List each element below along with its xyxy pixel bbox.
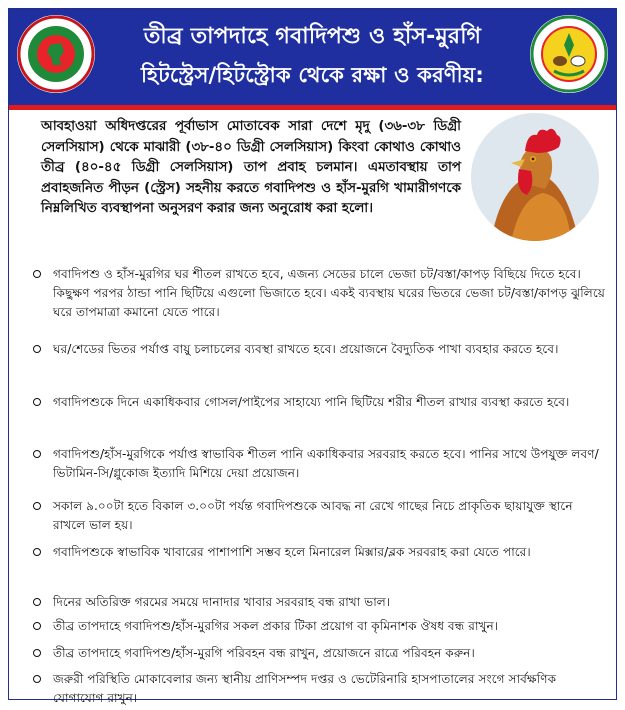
bullet-circle-icon: [33, 622, 41, 630]
list-item-text: সকাল ৯.০০টা হতে বিকাল ৩.০০টা পর্যন্ত গবাদিপশুকে আবদ্ধ না রেখে গাছের নিচে প্রাকৃতিক ছায়াযুক্ত স্থানে রাখলে ভাল হয়।: [53, 499, 573, 532]
bullet-circle-icon: [33, 345, 41, 353]
bullet-circle-icon: [33, 548, 41, 556]
bullet-circle-icon: [33, 270, 41, 278]
bullet-circle-icon: [33, 398, 41, 406]
rooster-photo: [471, 113, 599, 241]
bullet-circle-icon: [33, 675, 41, 683]
list-item-text: গবাদিপশুকে স্বাভাবিক খাবারের পাশাপাশি সম্ভব হলে মিনারেল মিক্সার/ব্লক সরবরাহ করা যেতে পারে।: [53, 545, 531, 559]
list-item: [31, 265, 605, 340]
list-item: [31, 497, 605, 543]
page-title-line2: হিটস্ট্রেস/হিটস্ট্রোক থেকে রক্ষা ও করণীয়:: [141, 63, 484, 87]
list-item: [31, 670, 605, 710]
bullet-circle-icon: [33, 598, 41, 606]
list-item: [31, 445, 605, 497]
list-item: [31, 393, 605, 445]
list-item: [31, 543, 605, 593]
list-item-text: তীব্র তাপদাহে গবাদিপশু/হাঁস-মুরগির সকল প্রকার টিকা প্রয়োগ বা কৃমিনাশক ঔষধ বন্ধ রাখুন।: [53, 619, 499, 633]
list-item-text: দিনের অতিরিক্ত গরমের সময়ে দানাদার খাবার সরবরাহ বন্ধ রাখা ভাল।: [53, 595, 391, 609]
bullet-circle-icon: [33, 450, 41, 458]
list-item-text: গবাদিপশু/হাঁস-মুরগিকে পর্যাপ্ত স্বাভাবিক শীতল পানি একাধিকবার সরবরাহ করতে হবে। পানির সাথে উপযুক্ত লবণ/ভিটামিন-সি/গ্লুকোজ ইত্যাদি মিশিয়ে দেয়া প্রয়োজন।: [53, 447, 599, 480]
government-seal-icon: [17, 15, 95, 93]
list-item-text: জরুরী পরিস্থিতি মোকাবেলার জন্য স্থানীয় প্রাণিসম্পদ দপ্তর ও ভেটেরিনারি হাসপাতালের সংগে সার্বক্ষণিক যোগাযোগ রাখুন।: [53, 672, 557, 705]
recommendations-list: [31, 265, 605, 710]
poster: [8, 8, 617, 705]
page-title-line1: তীব্র তাপদাহে গবাদিপশু ও হাঁস-মুরগি: [143, 24, 482, 49]
list-item: [31, 340, 605, 393]
intro-paragraph: আবহাওয়া অধিদপ্তরের পূর্বাভাস মোতাবেক সারা দেশে মৃদু (৩৬-৩৮ ডিগ্রী সেলসিয়াস) থেকে মাঝারী (৩৮-৪০ ডিগ্রী সেলসিয়াস) কিংবা কোথাও কোথাও তীব্র (৪০-৪৫ ডিগ্রী সেলসিয়াস) তাপ প্রবাহ চলমান। এমতাবস্থায় তাপ প্রবাহজনিত পীড়ন (স্ট্রেস) সহনীয় করতে গবাদিপশু ও হাঁস-মুরগি খামারীগণকে নিম্নলিখিত ব্যবস্থাপনা অনুসরণ করার জন্য অনুরোধ করা হলো।: [41, 119, 461, 216]
list-item-text: ঘর/শেডের ভিতর পর্যাপ্ত বায়ু চলাচলের ব্যবস্থা রাখতে হবে। প্রয়োজনে বৈদ্যুতিক পাখা ব্যবহার করতে হবে।: [53, 342, 559, 356]
bullet-circle-icon: [33, 502, 41, 510]
list-item: [31, 617, 605, 644]
list-item-text: তীব্র তাপদাহে গবাদিপশু/হাঁস-মুরগি পরিবহন বন্ধ রাখুন, প্রয়োজনে রাত্রে পরিবহন করুন।: [53, 646, 475, 660]
livestock-department-icon: [530, 15, 608, 93]
list-item: [31, 593, 605, 617]
list-item-text: গবাদিপশু ও হাঁস-মুরগির ঘর শীতল রাখতে হবে, এজন্য সেডের চালে ভেজা চট/বস্তা/কাপড় বিছিয়ে দিতে হবে। কিছুক্ষণ পরপর ঠান্ডা পানি ছিটিয়ে এগুলো ভিজাতে হবে। একই ব্যবস্থায় ঘরের ভিতরে ভেজা চট/বস্তা/কাপড় ঝুলিয়ে ঘরে তাপমাত্রা কমানো যেতে পারে।: [53, 267, 605, 319]
list-item: [31, 644, 605, 670]
livestock-department-logo: [530, 15, 608, 93]
government-seal-logo: [17, 15, 95, 93]
list-item-text: গবাদিপশুকে দিনে একাধিকবার গোসল/পাইপের সাহায্যে পানি ছিটিয়ে শরীর শীতল রাখার ব্যবস্থা করতে হবে।: [53, 395, 570, 409]
rooster-icon: [471, 113, 599, 241]
bullet-circle-icon: [33, 649, 41, 657]
red-stripe: [9, 105, 616, 110]
